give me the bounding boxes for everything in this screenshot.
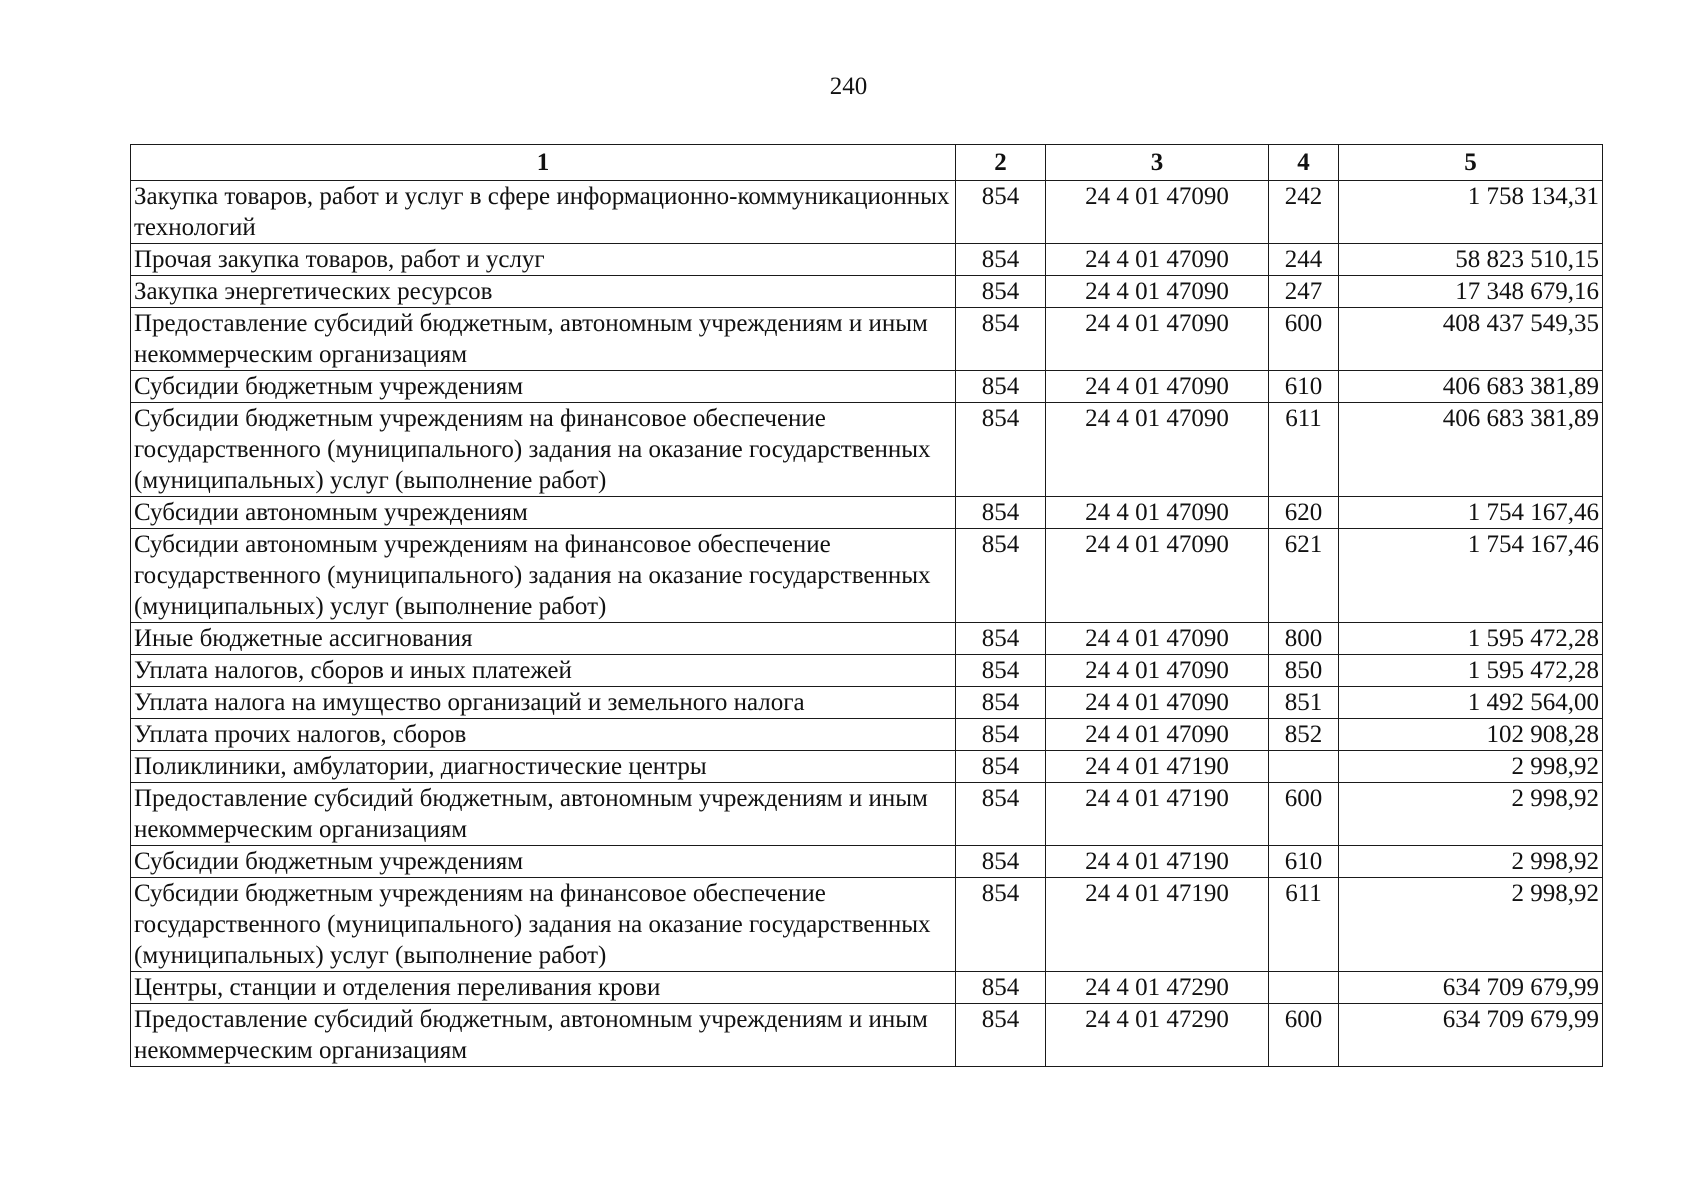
row-name-cell: Субсидии автономным учреждениям на финансовое обеспечение государственного (муниципального) задания на оказание государственных (муниципальных) услуг (выполнение работ) [131,529,956,623]
target-article-cell: 24 4 01 47090 [1046,623,1269,655]
expense-type-cell: 621 [1269,529,1339,623]
expense-type-cell [1269,751,1339,783]
department-code-cell: 854 [956,655,1046,687]
amount-cell: 1 754 167,46 [1339,529,1603,623]
row-name-cell: Предоставление субсидий бюджетным, автономным учреждениям и иным некоммерческим организациям [131,308,956,371]
target-article-cell: 24 4 01 47290 [1046,972,1269,1004]
target-article-cell: 24 4 01 47090 [1046,308,1269,371]
target-article-cell: 24 4 01 47290 [1046,1004,1269,1067]
column-header-1: 1 [131,145,956,181]
target-article-cell: 24 4 01 47090 [1046,497,1269,529]
department-code-cell: 854 [956,308,1046,371]
expense-type-cell: 800 [1269,623,1339,655]
expense-type-cell: 244 [1269,244,1339,276]
department-code-cell: 854 [956,244,1046,276]
department-code-cell: 854 [956,783,1046,846]
expense-type-cell: 600 [1269,308,1339,371]
department-code-cell: 854 [956,719,1046,751]
department-code-cell: 854 [956,1004,1046,1067]
target-article-cell: 24 4 01 47190 [1046,783,1269,846]
target-article-cell: 24 4 01 47090 [1046,529,1269,623]
table-row [131,719,1603,751]
amount-cell: 2 998,92 [1339,878,1603,972]
table-row [131,244,1603,276]
table-row [131,276,1603,308]
amount-cell: 406 683 381,89 [1339,403,1603,497]
amount-cell: 406 683 381,89 [1339,371,1603,403]
expense-type-cell: 247 [1269,276,1339,308]
amount-cell: 634 709 679,99 [1339,1004,1603,1067]
row-name-cell: Субсидии бюджетным учреждениям [131,371,956,403]
expense-type-cell: 600 [1269,783,1339,846]
target-article-cell: 24 4 01 47190 [1046,846,1269,878]
amount-cell: 1 492 564,00 [1339,687,1603,719]
row-name-cell: Прочая закупка товаров, работ и услуг [131,244,956,276]
table-row [131,972,1603,1004]
department-code-cell: 854 [956,623,1046,655]
row-name-cell: Иные бюджетные ассигнования [131,623,956,655]
department-code-cell: 854 [956,403,1046,497]
target-article-cell: 24 4 01 47090 [1046,371,1269,403]
expense-type-cell: 610 [1269,846,1339,878]
target-article-cell: 24 4 01 47090 [1046,244,1269,276]
amount-cell: 2 998,92 [1339,751,1603,783]
department-code-cell: 854 [956,751,1046,783]
row-name-cell: Поликлиники, амбулатории, диагностические центры [131,751,956,783]
page-number: 240 [829,73,868,100]
department-code-cell: 854 [956,687,1046,719]
expense-type-cell: 600 [1269,1004,1339,1067]
table-row [131,308,1603,371]
table-row [131,655,1603,687]
column-header-4: 4 [1269,145,1339,181]
department-code-cell: 854 [956,181,1046,244]
table-row [131,403,1603,497]
amount-cell: 2 998,92 [1339,846,1603,878]
expense-type-cell: 620 [1269,497,1339,529]
department-code-cell: 854 [956,371,1046,403]
table-row [131,878,1603,972]
table-row [131,623,1603,655]
target-article-cell: 24 4 01 47090 [1046,403,1269,497]
target-article-cell: 24 4 01 47090 [1046,181,1269,244]
target-article-cell: 24 4 01 47190 [1046,878,1269,972]
table-header-row [131,145,1603,181]
target-article-cell: 24 4 01 47090 [1046,276,1269,308]
amount-cell: 102 908,28 [1339,719,1603,751]
table-row [131,1004,1603,1067]
expense-type-cell: 852 [1269,719,1339,751]
table-row [131,181,1603,244]
amount-cell: 2 998,92 [1339,783,1603,846]
expense-type-cell: 611 [1269,403,1339,497]
table-row [131,497,1603,529]
row-name-cell: Уплата прочих налогов, сборов [131,719,956,751]
target-article-cell: 24 4 01 47190 [1046,751,1269,783]
row-name-cell: Закупка энергетических ресурсов [131,276,956,308]
amount-cell: 58 823 510,15 [1339,244,1603,276]
expense-type-cell: 611 [1269,878,1339,972]
expense-type-cell: 851 [1269,687,1339,719]
department-code-cell: 854 [956,497,1046,529]
budget-table [130,144,1603,1067]
column-header-2: 2 [956,145,1046,181]
amount-cell: 408 437 549,35 [1339,308,1603,371]
table-row [131,371,1603,403]
table-row [131,529,1603,623]
department-code-cell: 854 [956,846,1046,878]
row-name-cell: Предоставление субсидий бюджетным, автономным учреждениям и иным некоммерческим организациям [131,783,956,846]
table-row [131,751,1603,783]
row-name-cell: Закупка товаров, работ и услуг в сфере информационно-коммуникационных технологий [131,181,956,244]
department-code-cell: 854 [956,529,1046,623]
row-name-cell: Субсидии бюджетным учреждениям на финансовое обеспечение государственного (муниципального) задания на оказание государственных (муниципальных) услуг (выполнение работ) [131,878,956,972]
table-row [131,687,1603,719]
expense-type-cell: 610 [1269,371,1339,403]
table-row [131,846,1603,878]
row-name-cell: Субсидии бюджетным учреждениям на финансовое обеспечение государственного (муниципального) задания на оказание государственных (муниципальных) услуг (выполнение работ) [131,403,956,497]
row-name-cell: Субсидии бюджетным учреждениям [131,846,956,878]
column-header-5: 5 [1339,145,1603,181]
target-article-cell: 24 4 01 47090 [1046,687,1269,719]
amount-cell: 1 595 472,28 [1339,623,1603,655]
amount-cell: 1 595 472,28 [1339,655,1603,687]
table-body [131,181,1603,1067]
amount-cell: 1 754 167,46 [1339,497,1603,529]
row-name-cell: Центры, станции и отделения переливания крови [131,972,956,1004]
target-article-cell: 24 4 01 47090 [1046,719,1269,751]
amount-cell: 1 758 134,31 [1339,181,1603,244]
row-name-cell: Субсидии автономным учреждениям [131,497,956,529]
target-article-cell: 24 4 01 47090 [1046,655,1269,687]
department-code-cell: 854 [956,276,1046,308]
expense-type-cell: 242 [1269,181,1339,244]
expense-type-cell [1269,972,1339,1004]
department-code-cell: 854 [956,878,1046,972]
expense-type-cell: 850 [1269,655,1339,687]
department-code-cell: 854 [956,972,1046,1004]
amount-cell: 634 709 679,99 [1339,972,1603,1004]
row-name-cell: Предоставление субсидий бюджетным, автономным учреждениям и иным некоммерческим организациям [131,1004,956,1067]
row-name-cell: Уплата налога на имущество организаций и земельного налога [131,687,956,719]
column-header-3: 3 [1046,145,1269,181]
table-row [131,783,1603,846]
row-name-cell: Уплата налогов, сборов и иных платежей [131,655,956,687]
amount-cell: 17 348 679,16 [1339,276,1603,308]
